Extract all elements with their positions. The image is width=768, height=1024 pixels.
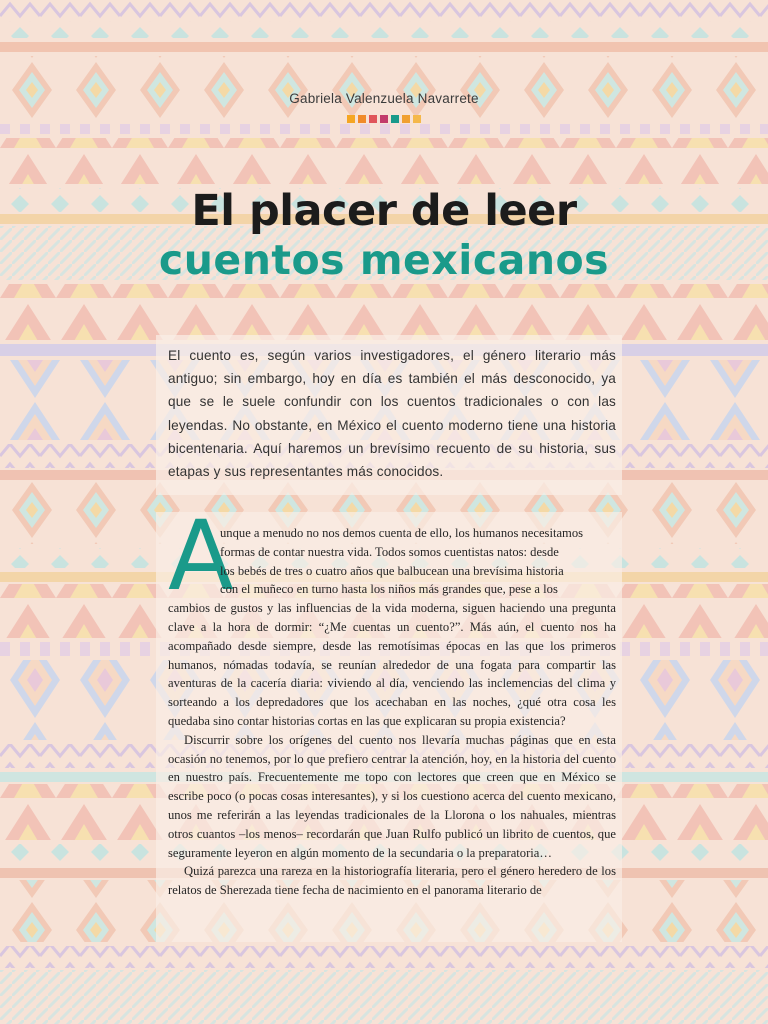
paragraph-1-line: formas de contar nuestra vida. Todos somos cuentistas natos: desde (220, 544, 559, 559)
paragraph-3: Quizá parezca una rareza en la historiografía literaria, pero el género heredero de los relatos de Sherezada tiene fecha de nacimiento en el panorama literario de (168, 864, 616, 898)
square (380, 115, 388, 123)
square (391, 115, 399, 123)
paragraph-1-line: con el muñeco en turno hasta los niños más grandes que, pese a los (220, 582, 558, 597)
paragraph-1 (168, 524, 616, 731)
square (413, 115, 421, 123)
paragraph-1-rest: cambios de gustos y las influencias de la vida moderna, siguen haciendo una pregunta clave a la hora de dormir: “¿Me cuentas un cuento?”. Más aún, el cuento nos ha acompañado desde siempre, desde las remotísimas épocas en las que los primeros humanos, nómadas todavía, se reunían alrededor de una fogata para compartir las aventuras de la cacería diaria: viviendo al día, venciendo las inclemencias del clima y sorteando a los depredadores que los acechaban en las noches, ¿qué otra cosa les quedaba sino contar historias cortas en las que explicaran su propia existencia? (168, 601, 616, 728)
title-line-1: El placer de leer (191, 186, 577, 236)
decorative-squares (0, 115, 768, 123)
square (402, 115, 410, 123)
abstract-text: El cuento es, según varios investigadores, el género literario más antiguo; sin embargo, hoy en día es también el más desconocido, ya que se le suele confundir con los cuentos tradicionales o con las leyendas. No obstante, en México el cuento moderno tiene una historia bicentenaria. Aquí haremos un brevísimo recuento de su historia, sus etapas y sus representantes más conocidos. (168, 348, 616, 480)
author-name: Gabriela Valenzuela Navarrete (289, 91, 479, 106)
title-line-2: cuentos mexicanos (158, 236, 610, 284)
drop-cap: A (168, 500, 234, 612)
square (358, 115, 366, 123)
paragraph-1-line: unque a menudo no nos demos cuenta de ello, los humanos necesitamos (220, 526, 584, 540)
article-body (168, 524, 616, 900)
paragraph-1-line: los bebés de tres o cuatro años que balbucean una brevísima historia (220, 563, 564, 578)
paragraph-2: Discurrir sobre los orígenes del cuento nos llevaría muchas páginas que en esta ocasión no tenemos, por lo que prefiero centrar la atención, hoy, en la historia del cuento en nuestro país. Frecuentemente me topo con lectores que creen que en México se escribe poco (o pocas cosas interesantes), y si los cuestiono acerca del cuento mexicano, unos me referirán a las leyendas tradicionales de la Llorona o los nahuales, mientras otros cuantos –los menos– recordarán que Juan Rulfo publicó un librito de cuentos, que seguramente leyeron en algún momento de la secundaria o la preparatoria… (168, 732, 616, 860)
square (347, 115, 355, 123)
square (369, 115, 377, 123)
